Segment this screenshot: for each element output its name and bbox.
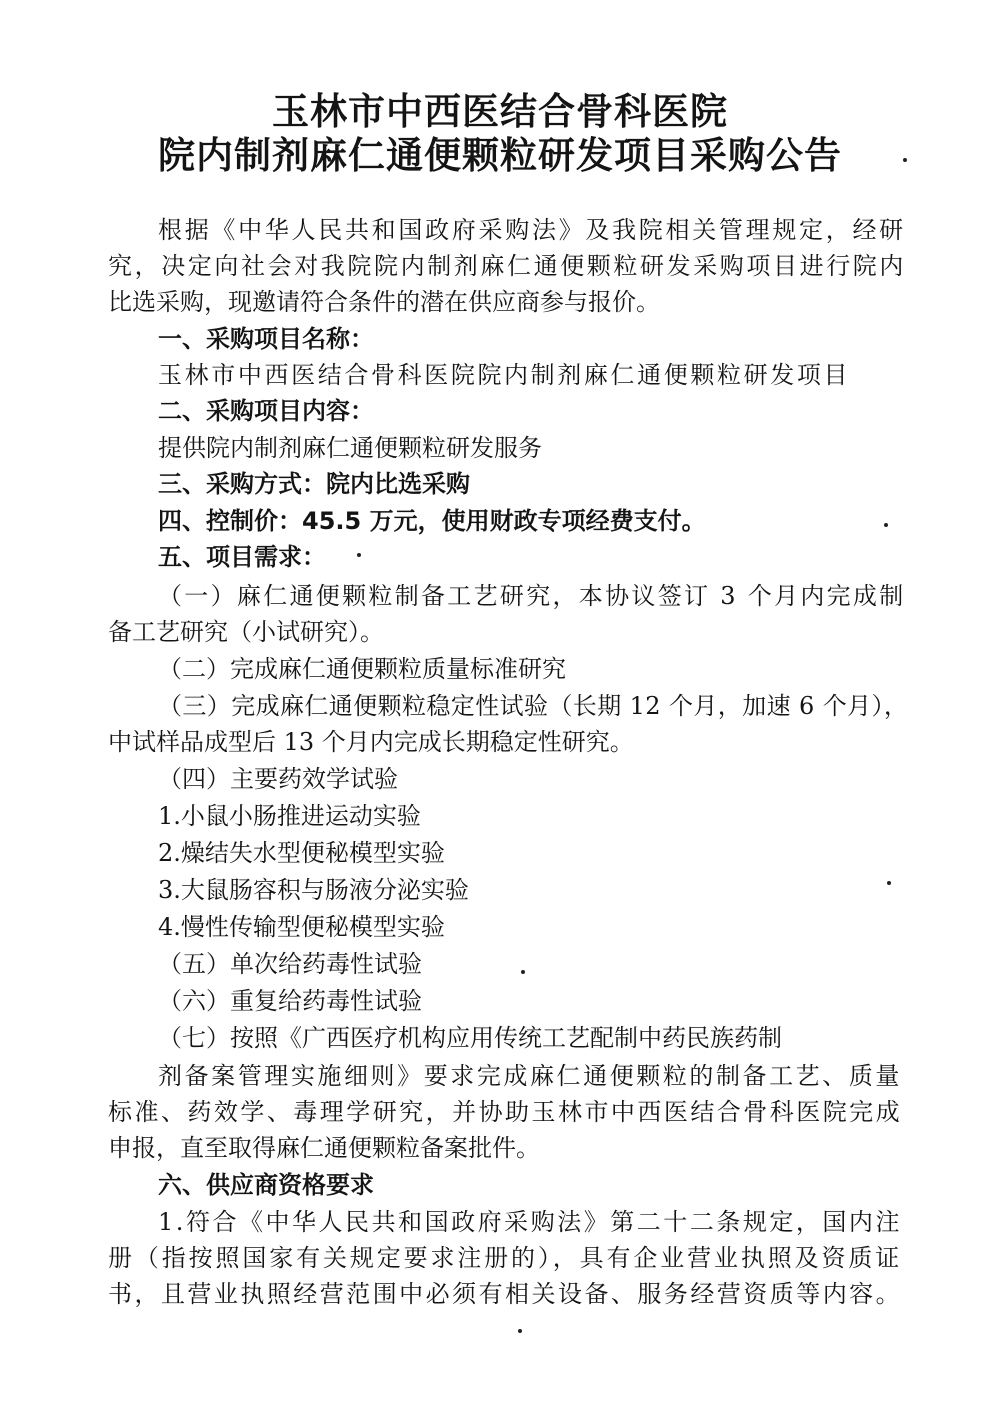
body-line: （五）单次给药毒性试验 <box>158 950 422 978</box>
body-line: 中试样品成型后 13 个月内完成长期稳定性研究。 <box>108 728 634 756</box>
section-heading: 五、项目需求： <box>158 543 326 571</box>
body-line: 标准、药效学、毒理学研究，并协助玉林市中西医结合骨科医院完成 <box>108 1098 903 1126</box>
body-line: 1.符合《中华人民共和国政府采购法》第二十二条规定，国内注 <box>158 1208 902 1236</box>
body-line: 提供院内制剂麻仁通便颗粒研发服务 <box>158 434 542 462</box>
body-line: （四）主要药效学试验 <box>158 765 398 793</box>
body-line: 书，且营业执照经营范围中必须有相关设备、服务经营资质等内容。 <box>108 1280 903 1308</box>
scan-speck <box>887 881 891 885</box>
section-heading: 四、控制价：45.5 万元，使用财政专项经费支付。 <box>158 507 706 535</box>
body-line: 比选采购，现邀请符合条件的潜在供应商参与报价。 <box>108 288 660 316</box>
body-line: 4.慢性传输型便秘模型实验 <box>158 913 445 941</box>
body-line: （六）重复给药毒性试验 <box>158 987 422 1015</box>
scan-speck <box>518 1329 522 1333</box>
body-line: 3.大鼠肠容积与肠液分泌实验 <box>158 876 469 904</box>
section-heading: 一、采购项目名称： <box>158 325 374 353</box>
body-line: 申报，直至取得麻仁通便颗粒备案批件。 <box>108 1134 540 1162</box>
document-title-line-1: 玉林市中西医结合骨科医院 <box>272 90 728 133</box>
body-line: 玉林市中西医结合骨科医院院内制剂麻仁通便颗粒研发项目 <box>158 361 851 389</box>
body-line: （三）完成麻仁通便颗粒稳定性试验（长期 12 个月，加速 6 个月）， <box>158 692 909 720</box>
body-line: 1.小鼠小肠推进运动实验 <box>158 802 421 830</box>
body-line: 册（指按照国家有关规定要求注册的），具有企业营业执照及资质证 <box>108 1244 903 1272</box>
body-line: 根据《中华人民共和国政府采购法》及我院相关管理规定，经研 <box>158 216 906 244</box>
body-line: 备工艺研究（小试研究）。 <box>108 618 384 646</box>
scan-speck <box>521 970 525 974</box>
body-line: 2.燥结失水型便秘模型实验 <box>158 839 445 867</box>
body-line: 剂备案管理实施细则》要求完成麻仁通便颗粒的制备工艺、质量 <box>158 1062 902 1090</box>
scan-speck <box>357 553 361 557</box>
document-title-line-2: 院内制剂麻仁通便颗粒研发项目采购公告 <box>158 134 842 177</box>
section-heading: 六、供应商资格要求 <box>158 1171 374 1199</box>
section-heading: 二、采购项目内容： <box>158 397 374 425</box>
scan-speck <box>884 523 888 527</box>
body-line: 究，决定向社会对我院院内制剂麻仁通便颗粒研发采购项目进行院内 <box>108 252 906 280</box>
scan-speck <box>903 158 907 162</box>
section-heading: 三、采购方式：院内比选采购 <box>158 470 470 498</box>
body-line: （一）麻仁通便颗粒制备工艺研究，本协议签订 3 个月内完成制 <box>158 582 906 610</box>
body-line: （二）完成麻仁通便颗粒质量标准研究 <box>158 655 566 683</box>
body-line: （七）按照《广西医疗机构应用传统工艺配制中药民族药制 <box>158 1024 782 1052</box>
